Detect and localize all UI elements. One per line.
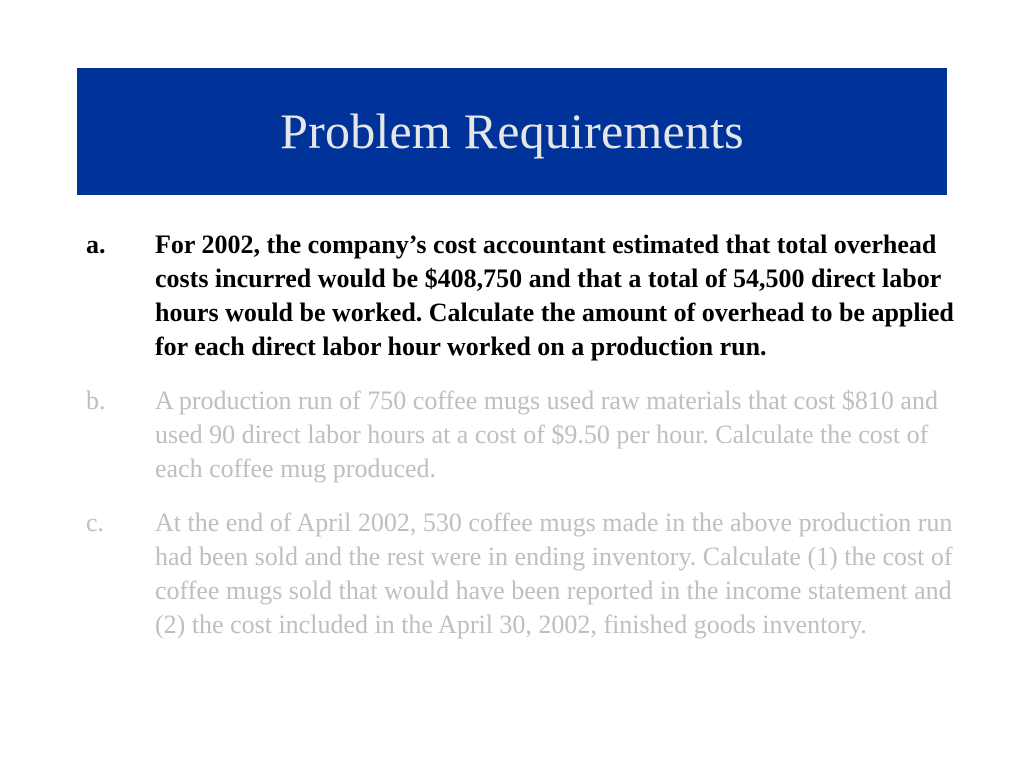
- requirement-text-b: A production run of 750 coffee mugs used raw materials that cost $810 and used 90 direct labor hours at a cost of $9.50 per hour. Calculate the cost of each coffee mug produced.: [155, 386, 938, 483]
- requirement-item-b: [86, 384, 966, 486]
- requirement-item-c: [86, 506, 966, 642]
- requirement-marker-b: b.: [86, 386, 106, 415]
- problem-requirements-list: [86, 228, 966, 642]
- requirement-text-c: At the end of April 2002, 530 coffee mugs made in the above production run had been sold and the rest were in ending inventory. Calculate (1) the cost of coffee mugs sold that would have been reported in the income statement and (2) the cost included in the April 30, 2002, finished goods inventory.: [155, 508, 953, 639]
- requirement-item-a: [86, 228, 966, 364]
- title-banner: [77, 68, 947, 195]
- requirement-marker-c: c.: [86, 508, 105, 537]
- requirement-text-a: For 2002, the company’s cost accountant estimated that total overhead costs incurred would be $408,750 and that a total of 54,500 direct labor hours would be worked. Calculate the amount of overhead to be applied for each direct labor hour worked on a production run.: [155, 230, 954, 361]
- requirement-marker-a: a.: [86, 230, 106, 259]
- slide-title: Problem Requirements: [280, 102, 744, 159]
